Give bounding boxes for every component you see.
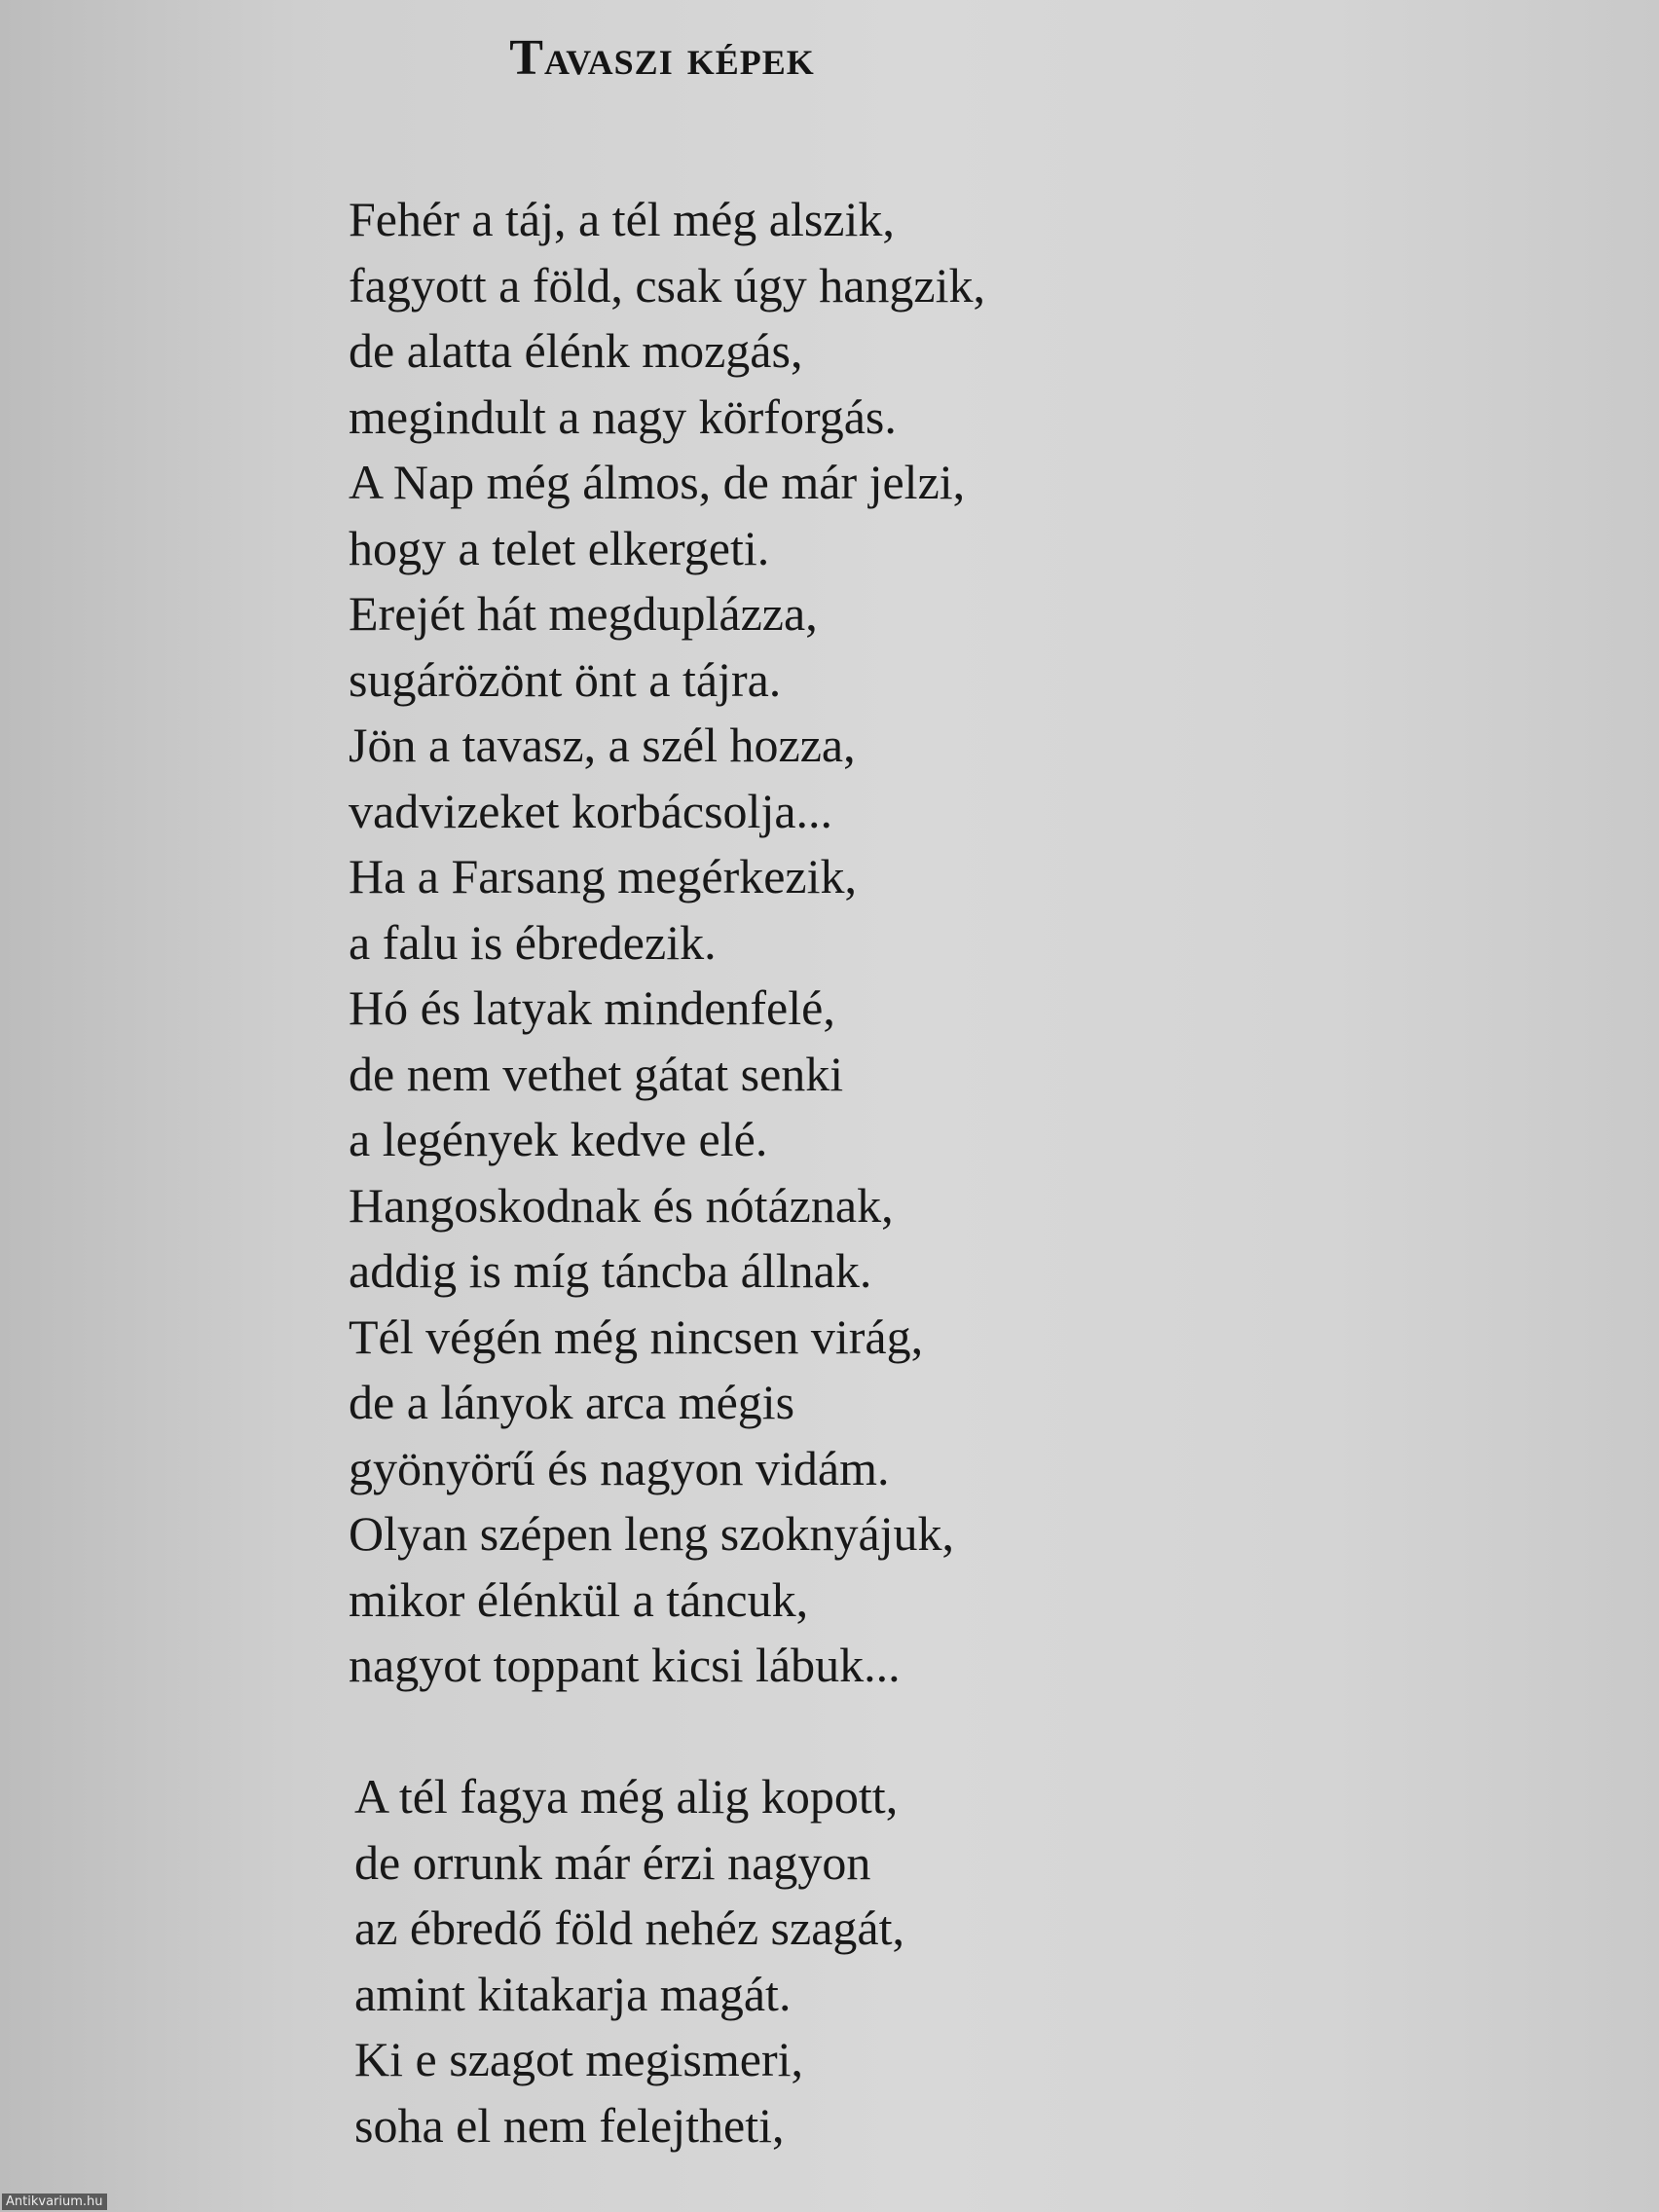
poem-line: Ki e szagot megismeri, [354,2032,803,2086]
poem-line: Ha a Farsang megérkezik, [349,849,857,903]
poem-line: de alatta élénk mozgás, [349,323,803,378]
poem-line: Erejét hát megduplázza, [349,586,818,641]
poem-line: Olyan szépen leng szoknyájuk, [349,1506,955,1561]
stanza-1 [349,187,985,1699]
stanza-2 [354,1764,904,2158]
poem-line: fagyott a föld, csak úgy hangzik, [349,257,985,313]
poem-line: soha el nem felejtheti, [354,2097,785,2153]
poem-line: nagyot toppant kicsi lábuk... [349,1638,901,1692]
poem-line: a legények kedve elé. [349,1112,768,1166]
poem-line: Jön a tavasz, a szél hozza, [349,718,856,772]
poem-line: Hangoskodnak és nótáznak, [349,1177,894,1233]
poem-line: hogy a telet elkergeti. [349,520,770,575]
poem-line: gyönyörű és nagyon vidám. [349,1440,890,1495]
poem-line: megindult a nagy körforgás. [349,388,897,444]
poem-line: amint kitakarja magát. [354,1966,792,2021]
poem-line: A Nap még álmos, de már jelzi, [349,455,966,509]
poem-line: Tél végén még nincsen virág, [349,1309,924,1364]
poem-line: sugárözönt önt a tájra. [349,651,782,707]
watermark: Antikvarium.hu [2,2194,107,2210]
poem-line: mikor élénkül a táncuk, [349,1571,809,1627]
poem-line: vadvizeket korbácsolja... [349,783,833,838]
poem-line: de nem vethet gátat senki [349,1046,844,1101]
poem-title: Tavaszi képek [509,30,815,86]
poem-line: az ébredő föld nehéz szagát, [354,1900,904,1955]
poem-line: de a lányok arca mégis [349,1375,795,1429]
poem-line: a falu is ébredezik. [349,914,717,970]
poem-line: addig is míg táncba állnak. [349,1243,872,1298]
poem-line: Hó és latyak mindenfelé, [349,980,835,1035]
poem-line: Fehér a táj, a tél még alszik, [349,192,895,246]
poem-line: de orrunk már érzi nagyon [354,1834,871,1890]
poem-line: A tél fagya még alig kopott, [354,1769,899,1824]
